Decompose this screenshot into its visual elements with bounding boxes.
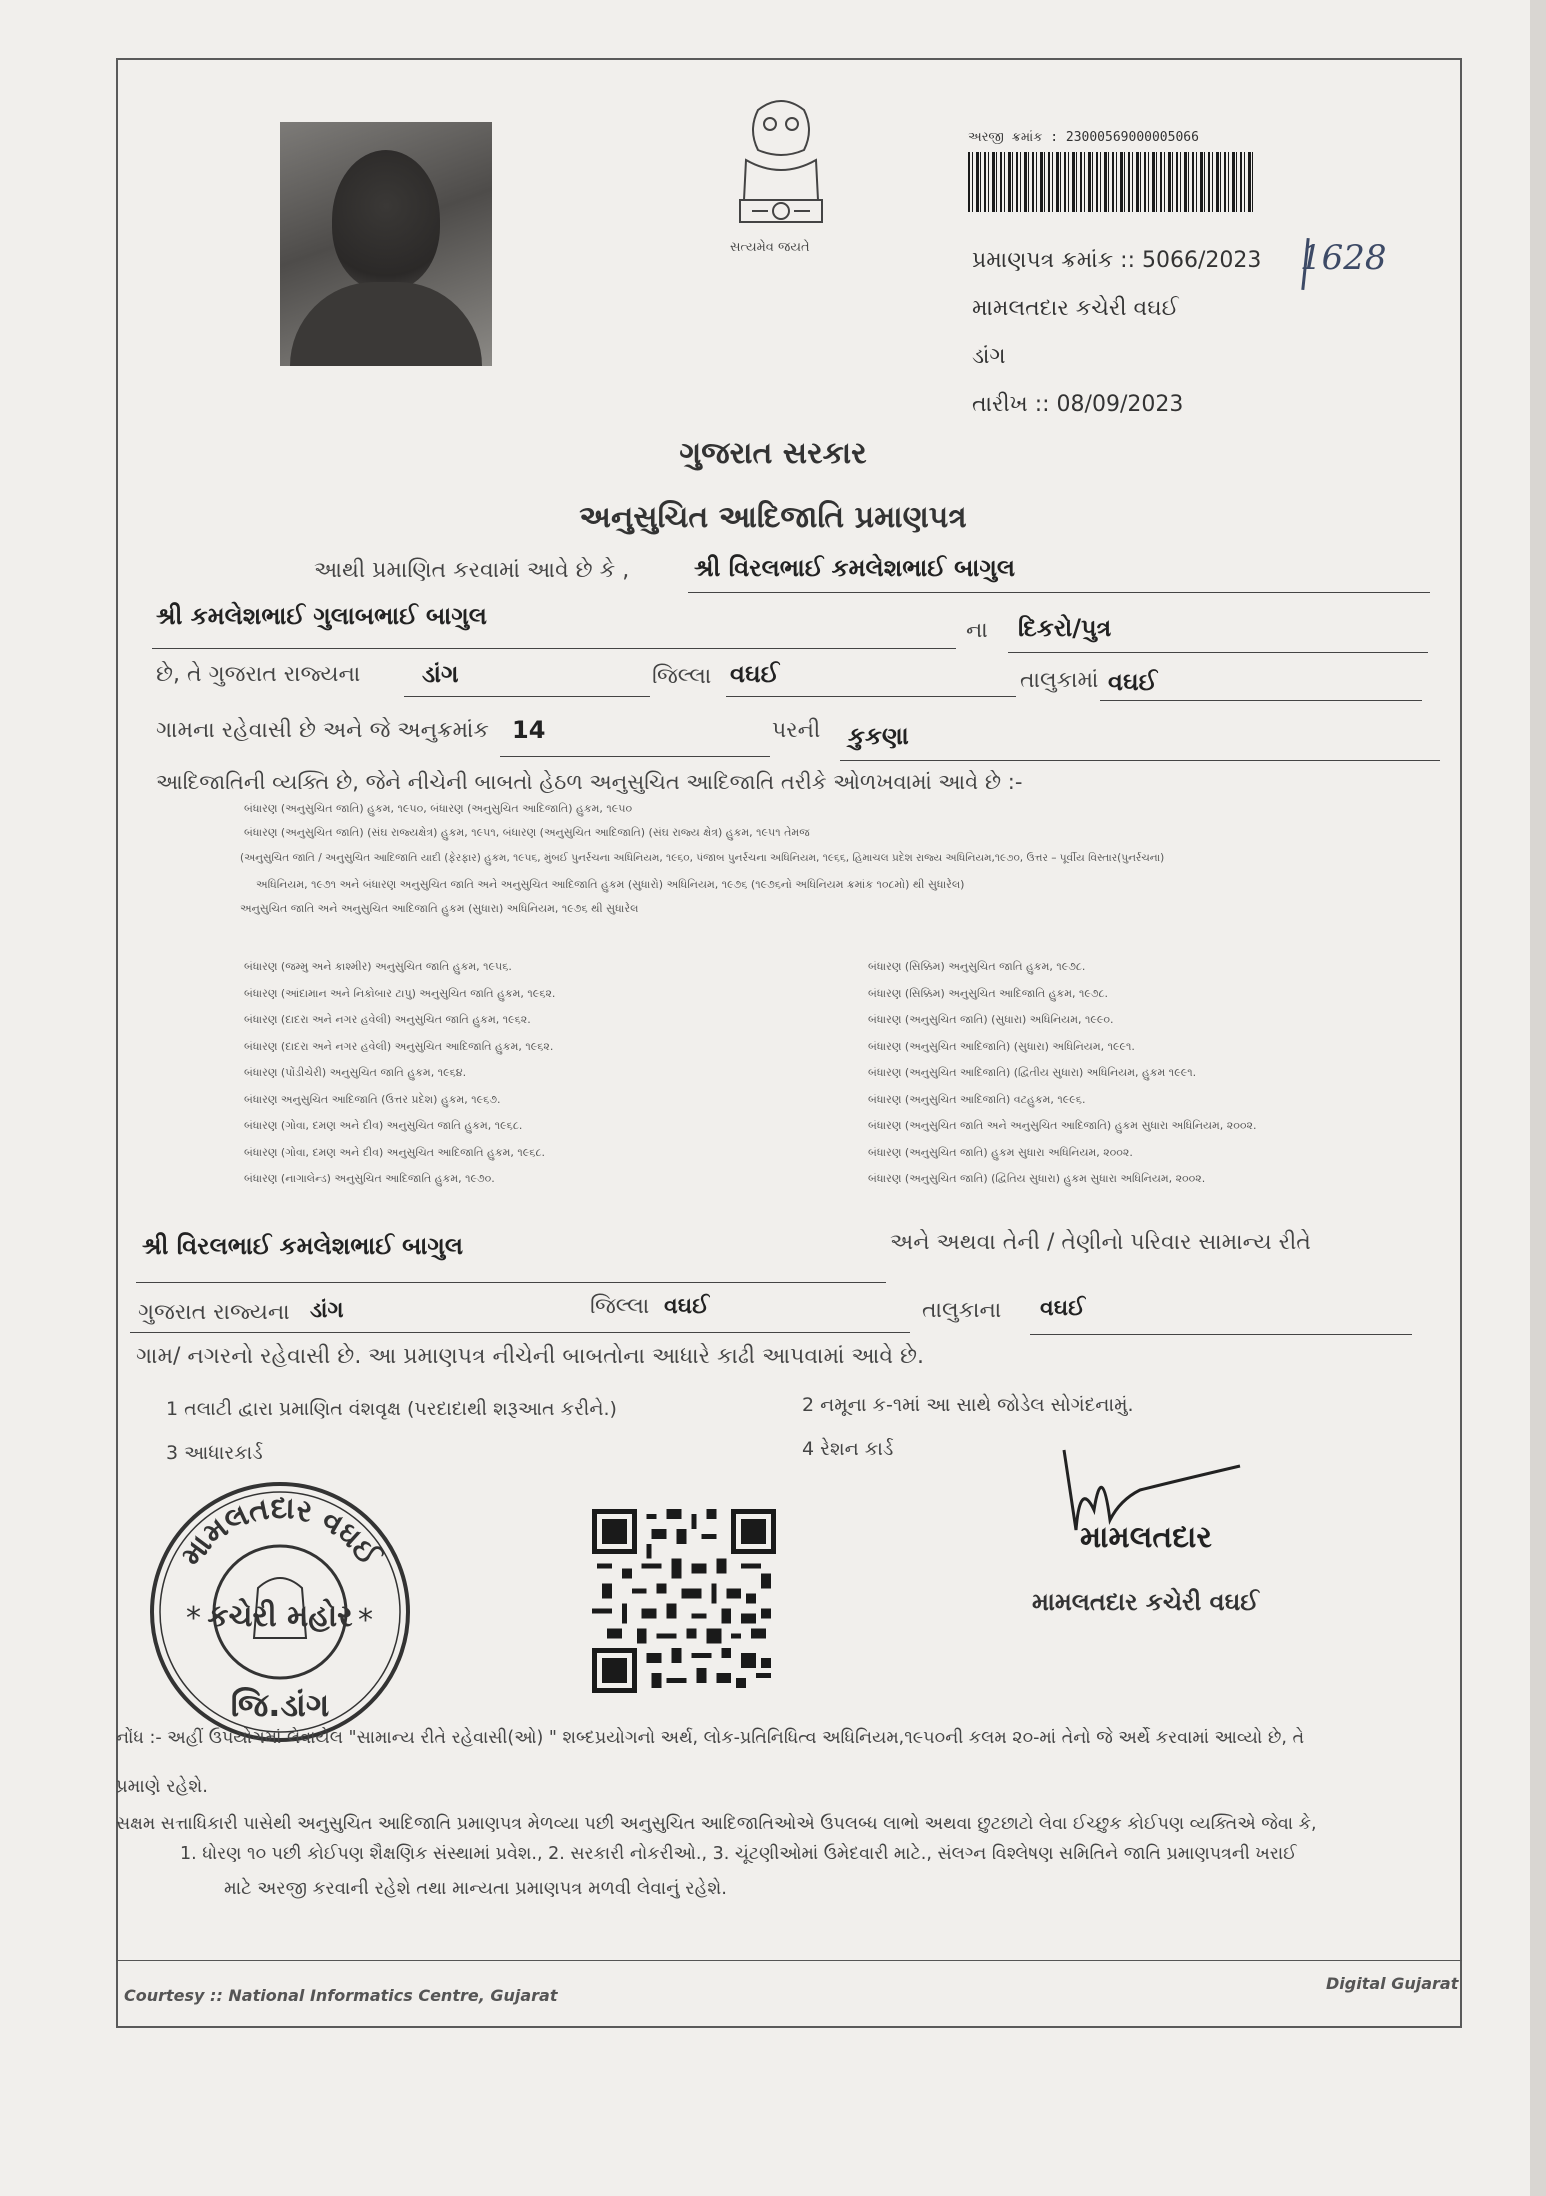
act-left-item: બંધારણ (નાગાલેન્ડ) અનુસુચિત આદિજાતિ હુકમ, ૧૯૭૦.	[244, 1172, 495, 1185]
family-text: અને અથવા તેની / તેણીનો પરિવાર સામાન્ય રીતે	[890, 1230, 1311, 1255]
certificate-title: અનુસુચિત આદિજાતિ પ્રમાણપત્ર	[579, 500, 967, 535]
residence-district: ડાંગ	[310, 1298, 344, 1323]
serial-number: 14	[512, 716, 546, 744]
act-left-item: બંધારણ (ગોવા, દમણ અને દીવ) અનુસુચિત જાતિ હુકમ, ૧૯૬૮.	[244, 1119, 523, 1132]
taluka-value: વઘઈ	[730, 660, 780, 688]
act-line-1: બંધારણ (અનુસુચિત જાતિ) હુકમ, ૧૯૫૦, બંધારણ (અનુસુચિત આદિજાતિ) હુકમ, ૧૯૫૦	[244, 802, 633, 815]
certificate-number-label: પ્રમાણપત્ર ક્રમાંક ::	[972, 248, 1135, 273]
village-text: ગામના રહેવાસી છે અને જે અનુક્રમાંક	[156, 718, 489, 743]
certificate-number: 5066/2023	[1142, 248, 1262, 273]
document-item: 2 નમૂના ક-૧માં આ સાથે જોડેલ સોગંદનામું.	[802, 1394, 1134, 1416]
government-title: ગુજરાત સરકાર	[679, 436, 867, 471]
star-icon: *	[186, 1601, 201, 1636]
act-left-item: બંધારણ (પોંડીચેરી) અનુસુચિત જાતિ હુકમ, ૧૯૬૪.	[244, 1066, 467, 1079]
applicant-photo	[280, 122, 492, 366]
act-line-5: અનુસુચિત જાતિ અને અનુસુચિત આદિજાતિ હુકમ (સુધારા) અધિનિયમ, ૧૯૭૬ થી સુધારેલ	[240, 902, 639, 915]
act-left-item: બંધારણ (જમ્મુ અને કાશ્મીર) અનુસુચિત જાતિ હુકમ, ૧૯૫૬.	[244, 960, 512, 973]
district-underline	[404, 696, 650, 697]
application-number: અરજી ક્રમાંક : 23000569000005066	[968, 130, 1199, 145]
document-item: 3 આધારકાર્ડ	[166, 1442, 263, 1464]
act-line-2: બંધારણ (અનુસુચિત જાતિ) (સંઘ રાજ્યક્ષેત્ર) હુકમ, ૧૯૫૧, બંધારણ (અનુસુચિત આદિજાતિ) (સંઘ રાજ્ય ક્ષેત્ર) હુકમ, ૧૯૫૧ તેમજ	[244, 826, 810, 839]
relation-underline	[1008, 652, 1428, 653]
act-left-item: બંધારણ (દાદરા અને નગર હવેલી) અનુસુચિત જાતિ હુકમ, ૧૯૬૨.	[244, 1013, 531, 1026]
national-emblem-icon	[718, 90, 844, 240]
district-value: ડાંગ	[422, 660, 459, 688]
act-right-item: બંધારણ (અનુસુચિત આદિજાતિ) વટહુકમ, ૧૯૯૬.	[868, 1092, 1086, 1106]
holder-name: શ્રી વિરલભાઈ કમલેશભાઈ બાગુલ	[694, 554, 1015, 582]
act-left-item: બંધારણ અનુસુચિત આદિજાતિ (ઉત્તર પ્રદેશ) હુકમ, ૧૯૬૭.	[244, 1092, 501, 1106]
seal-top-text: મામલતદાર વઘઈ	[174, 1490, 386, 1573]
serial-underline	[500, 756, 770, 757]
father-name: શ્રી કમલેશભાઈ ગુલાબભાઈ બાગુલ	[156, 602, 487, 630]
act-left-item: બંધારણ (દાદરા અને નગર હવેલી) અનુસુચિત આદિજાતિ હુકમ, ૧૯૬૨.	[244, 1039, 554, 1053]
certificate-number-row	[972, 248, 1261, 273]
star-icon: *	[358, 1603, 373, 1638]
act-line-4: અધિનિયમ, ૧૯૭૧ અને બંધારણ અનુસુચિત જાતિ અને અનુસુચિત આદિજાતિ હુકમ (સુધારો) અધિનિયમ, ૧૯૭૬ (૧૯૭૬નો અધિનિયમ ક્રમાંક ૧૦૮મો) થી સુધારેલ)	[256, 878, 965, 891]
acts-left-column	[244, 954, 555, 1193]
residence-village-text: ગામ/ નગરનો રહેવાસી છે. આ પ્રમાણપત્ર નીચેની બાબતોના આધારે કાઢી આપવામાં આવે છે.	[136, 1344, 925, 1369]
taluka2-underline	[1100, 700, 1422, 701]
note-2-line-2: 1. ધોરણ ૧૦ પછી કોઈપણ શૈક્ષણિક સંસ્થામાં પ્રવેશ., 2. સરકારી નોકરીઓ., 3. ચૂંટણીઓમાં ઉમેદવારી માટે., સંલગ્ન વિશ્લેષણ સમિતિને જાતિ પ્રમાણપત્રની ખરાઈ	[180, 1844, 1297, 1864]
tribe-underline	[840, 760, 1440, 761]
act-right-item: બંધારણ (અનુસુચિત જાતિ) (દ્વિતિય સુધારા) હુકમ સુધારા અધિનિયમ, ૨૦૦૨.	[868, 1172, 1206, 1185]
taluka-label: તાલુકામાં	[1020, 668, 1099, 693]
note-1-line-1: નોંધ :- અહીં ઉપયોગમાં લેવાયેલ "સામાન્ય રીતે રહેવાસી(ઓ) " શબ્દપ્રયોગનો અર્થ, લોક-પ્રતિનિધિત્વ અધિનિયમ,૧૯૫૦ની કલમ ૨૦-માં તેનો જે અર્થે કરવામાં આવ્યો છે, તે	[116, 1728, 1305, 1748]
intro-text: આથી પ્રમાણિત કરવામાં આવે છે કે ,	[314, 558, 630, 583]
emblem-caption: સત્યમેવ જયતે	[730, 240, 810, 255]
signatory-office: મામલતદાર કચેરી વઘઈ	[1032, 1588, 1259, 1616]
note-2-line-1: સક્ષમ સત્તાધિકારી પાસેથી અનુસુચિત આદિજાતિ પ્રમાણપત્ર મેળવ્યા પછી અનુસુચિત આદિજાતિઓએ ઉપલબ્ધ લાભો અથવા છુટછાટો લેવા ઈચ્છુક કોઈપણ વ્યક્તિએ જેવા કે,	[116, 1814, 1317, 1834]
state-text: છે, તે ગુજરાત રાજ્યના	[156, 662, 361, 687]
act-right-item: બંધારણ (અનુસુચિત આદિજાતિ) (દ્વિતીય સુધારા) અધિનિયમ, હુકમ ૧૯૯૧.	[868, 1066, 1197, 1079]
footer-divider	[116, 1960, 1462, 1961]
tribe-name: કુકણા	[848, 722, 909, 750]
taluka-underline	[726, 696, 1016, 697]
act-right-item: બંધારણ (અનુસુચિત જાતિ) (સુધારા) અધિનિયમ, ૧૯૯૦.	[868, 1013, 1114, 1026]
parni-text: પરની	[772, 718, 821, 743]
tribe-description: આદિજાતિની વ્યક્તિ છે, જેને નીચેની બાબતો હેઠળ અનુસુચિત આદિજાતિ તરીકે ઓળખવામાં આવે છે :-	[156, 770, 1023, 794]
taluka-value-2: વઘઈ	[1108, 668, 1158, 696]
signatory-designation: મામલતદાર	[1080, 1520, 1212, 1555]
residence-state-text: ગુજરાત રાજ્યના	[138, 1300, 290, 1325]
act-right-item: બંધારણ (સિક્કિમ) અનુસુચિત આદિજાતિ હુકમ, ૧૯૭૮.	[868, 986, 1109, 1000]
seal-middle-text: કચેરી મહોર	[207, 1599, 353, 1634]
relation: દિકરો/પુત્ર	[1018, 614, 1112, 642]
issue-date: 08/09/2023	[1056, 392, 1184, 417]
document-item: 4 રેશન કાર્ડ	[802, 1438, 894, 1460]
residence-name-underline	[136, 1282, 886, 1283]
qr-code	[592, 1506, 776, 1696]
na-text: ના	[966, 618, 988, 643]
note-2-line-3: માટે અરજી કરવાની રહેશે તથા માન્યતા પ્રમાણપત્ર મળવી લેવાનું રહેશે.	[224, 1878, 727, 1899]
issuing-office: મામલતદાર કચેરી વઘઈ	[972, 296, 1179, 321]
handwritten-number: 1628	[1300, 238, 1387, 278]
svg-text:મામલતદાર વઘઈ	[174, 1491, 387, 1574]
seal-bottom-text: જિ.ડાંગ	[230, 1686, 330, 1724]
footer-courtesy: Courtesy :: National Informatics Centre, Gujarat	[124, 1986, 558, 2005]
residence-taluka: વઘઈ	[664, 1294, 710, 1319]
father-name-underline	[152, 648, 956, 649]
issue-date-row	[972, 392, 1183, 417]
act-line-3: (અનુસુચિત જાતિ / અનુસુચિત આદિજાતિ યાદી (ફેરફાર) હુકમ, ૧૯૫૬, મુંબઈ પુનર્રચના અધિનિયમ, ૧૯૬૦, પંજાબ પુનર્રચના અધિનિયમ, ૧૯૬૬, હિમાચલ પ્રદેશ રાજ્ય અધિનિયમ,૧૯૭૦, ઉત્તર – પૂર્વીય વિસ્તાર(પુનર્રચના)	[240, 852, 1165, 864]
act-right-item: બંધારણ (અનુસુચિત જાતિ અને અનુસુચિત આદિજાતિ) હુકમ સુધારા અધિનિયમ, ૨૦૦૨.	[868, 1119, 1257, 1132]
residence-district-underline	[130, 1332, 910, 1333]
act-left-item: બંધારણ (ગોવા, દમણ અને દીવ) અનુસુચિત આદિજાતિ હુકમ, ૧૯૬૮.	[244, 1145, 545, 1159]
issuing-district: ડાંગ	[972, 344, 1006, 369]
footer-brand: Digital Gujarat	[1326, 1974, 1459, 1993]
note-1-line-2: પ્રમાણે રહેશે.	[116, 1776, 208, 1797]
residence-taluka-value: વઘઈ	[1040, 1296, 1086, 1321]
official-seal	[146, 1478, 414, 1746]
residence-district-label: જિલ્લા	[590, 1294, 650, 1319]
district-label: જિલ્લા	[652, 664, 712, 689]
residence-taluka-underline	[1030, 1334, 1412, 1335]
act-right-item: બંધારણ (સિક્કિમ) અનુસુચિત જાતિ હુકમ, ૧૯૭૮.	[868, 960, 1086, 973]
issue-date-label: તારીખ ::	[972, 392, 1050, 417]
act-left-item: બંધારણ (આંદામાન અને નિકોબાર ટાપુ) અનુસુચિત જાતિ હુકમ, ૧૯૬૨.	[244, 986, 556, 1000]
residence-taluka-label: તાલુકાના	[922, 1298, 1002, 1323]
act-right-item: બંધારણ (અનુસુચિત આદિજાતિ) (સુધારા) અધિનિયમ, ૧૯૯૧.	[868, 1039, 1135, 1053]
act-right-item: બંધારણ (અનુસુચિત જાતિ) હુકમ સુધારા અધિનિયમ, ૨૦૦૨.	[868, 1145, 1133, 1159]
holder-name-underline	[688, 592, 1430, 593]
acts-right-column	[868, 954, 1256, 1193]
residence-holder-name: શ્રી વિરલભાઈ કમલેશભાઈ બાગુલ	[142, 1232, 463, 1260]
barcode	[968, 152, 1254, 212]
document-item: 1 તલાટી દ્વારા પ્રમાણિત વંશવૃક્ષ (પરદાદાથી શરૂઆત કરીને.)	[166, 1398, 617, 1420]
